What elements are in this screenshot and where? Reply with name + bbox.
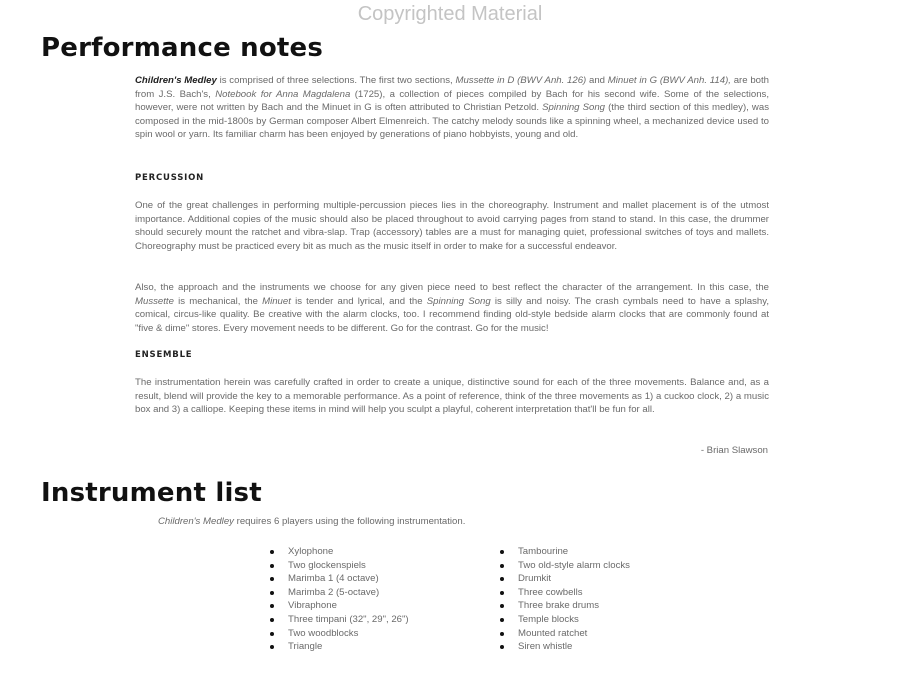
instrument-item: Triangle xyxy=(270,640,409,654)
instrument-item: Two woodblocks xyxy=(270,627,409,641)
instrument-intro-title: Children's Medley xyxy=(158,516,234,527)
intro-paragraph xyxy=(135,74,769,142)
instrument-item: Two old-style alarm clocks xyxy=(500,559,630,573)
instrument-intro xyxy=(158,516,465,527)
perc-text-a: Also, the approach and the instruments we choose for any given piece need to best reflect the character of the arrangement. In this case, the xyxy=(135,282,769,293)
perc-italic-3: Spinning Song xyxy=(426,295,491,307)
perc-text-b: is mechanical, the xyxy=(173,295,263,307)
instrument-item: Tambourine xyxy=(500,545,630,559)
ensemble-heading: ENSEMBLE xyxy=(135,350,193,360)
perc-text-c: is tender and lyrical, and the xyxy=(290,295,427,307)
instrument-item: Siren whistle xyxy=(500,640,630,654)
percussion-paragraph-2 xyxy=(135,281,769,335)
instrument-item: Xylophone xyxy=(270,545,409,559)
instrument-item: Drumkit xyxy=(500,572,630,586)
instrument-item: Vibraphone xyxy=(270,599,409,613)
perc-italic-1: Mussette xyxy=(135,295,174,307)
instrument-item: Two glockenspiels xyxy=(270,559,409,573)
perc-italic-2: Minuet xyxy=(262,295,291,307)
intro-italic-4: Spinning Song xyxy=(542,102,605,114)
percussion-paragraph-1: One of the great challenges in performing multiple-percussion pieces lies in the choreography. Instrument and mallet placement is of the utmost importance. Additional copies of the music should also be placed throughout to avoid carrying pages from stand to stand. In this case, the drummer should securely mount the ratchet and vibra-slap. Trap (accessory) tables are a must for managing quiet, professional switches of toys and mallets. Choreography must be practiced every bit as much as the music itself in order to make for a successful endeavor. xyxy=(135,200,769,252)
instrument-list-heading: Instrument list xyxy=(41,478,262,508)
piece-title: Children's Medley xyxy=(135,75,217,86)
intro-text-4: (1725), a collection of pieces compiled by Bach for his second wife. Some of the selections, however, were not written by Bach and the Minuet in G is often attributed to Christian Petzold. xyxy=(135,88,769,114)
instrument-item: Three brake drums xyxy=(500,599,630,613)
intro-italic-2: Minuet in G (BWV Anh. 114), xyxy=(607,75,731,86)
intro-italic-3: Notebook for Anna Magdalena xyxy=(215,88,351,100)
instrument-list-right xyxy=(500,545,630,654)
ensemble-paragraph: The instrumentation herein was carefully crafted in order to create a unique, distinctive sound for each of the three movements. Balance and, as a result, blend will provide the key to a memorable performance. As a point of reference, think of the three movements as 1) a cuckoo clock, 2) a music box and 3) a calliope. Keeping these items in mind will help you sculpt a playful, coherent interpretation that'll be fun for all. xyxy=(135,377,769,416)
intro-text-1: is comprised of three selections. The first two sections, xyxy=(216,75,456,86)
intro-text-3: are both from J.S. Bach's, xyxy=(135,75,770,100)
instrument-item: Marimba 1 (4 octave) xyxy=(270,572,409,586)
intro-italic-1: Mussette in D (BWV Anh. 126) xyxy=(455,75,587,86)
instrument-item: Three timpani (32", 29", 26") xyxy=(270,613,409,627)
instrument-item: Mounted ratchet xyxy=(500,627,630,641)
intro-text-5: (the third section of this medley), was composed in the mid-1800s by German composer Albert Elmenreich. The catchy melody sounds like a spinning wheel, a mechanized device used to spin wool or yarn. Its familiar charm has been enjoyed by generations of piano hobbyists, young and old. xyxy=(135,102,769,141)
instrument-item: Marimba 2 (5-octave) xyxy=(270,586,409,600)
instrument-list-left xyxy=(270,545,409,654)
instrument-intro-text: requires 6 players using the following instrumentation. xyxy=(233,516,466,527)
instrument-item: Three cowbells xyxy=(500,586,630,600)
intro-text-2: and xyxy=(586,75,608,86)
perc-text-d: is silly and noisy. The crash cymbals need to have a splashy, comical, circus-like quality. Be creative with the alarm clocks, too. I recommend finding old-style bedside alarm clocks that are commonly found at "five & dime" stores. Every movement needs to be different. Go for the contrast. Go for the music! xyxy=(135,295,769,334)
copyright-watermark: Copyrighted Material xyxy=(357,3,543,25)
performance-notes-heading: Performance notes xyxy=(41,33,324,63)
author-signature: - Brian Slawson xyxy=(700,445,768,456)
percussion-heading: PERCUSSION xyxy=(135,173,205,183)
instrument-item: Temple blocks xyxy=(500,613,630,627)
